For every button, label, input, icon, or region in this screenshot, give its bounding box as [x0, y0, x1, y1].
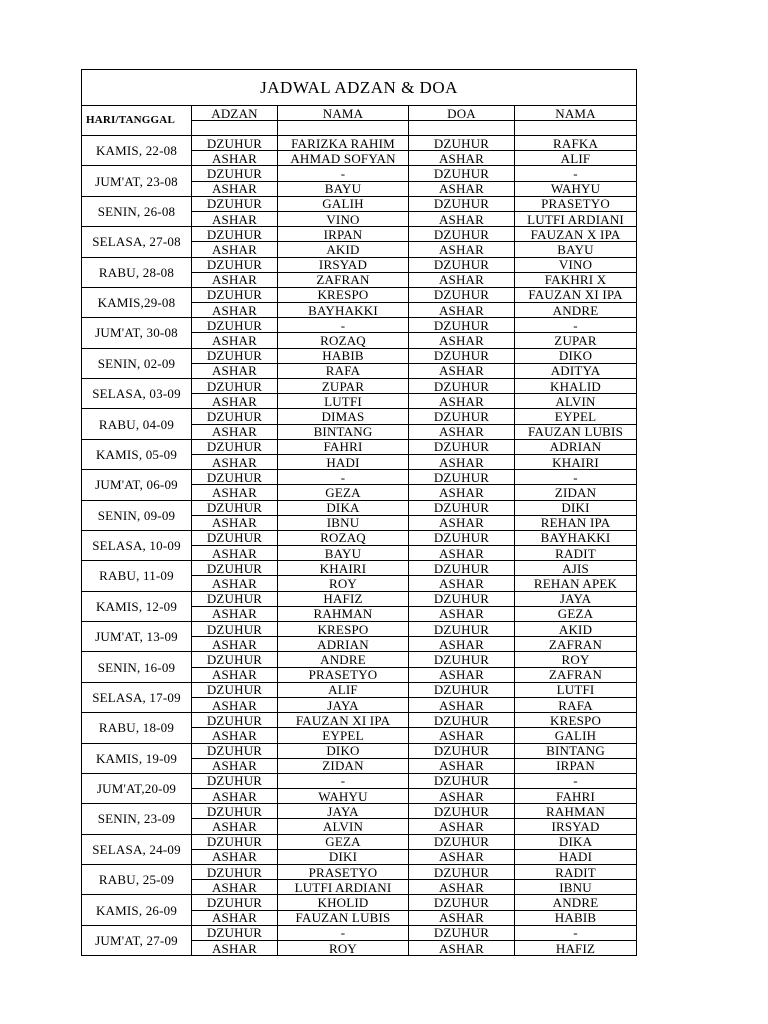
doa-time: ASHAR	[409, 637, 515, 652]
doa-name: FAUZAN LUBIS	[515, 424, 637, 439]
adzan-name: -	[278, 773, 409, 788]
day-date: JUM'AT, 27-09	[82, 925, 192, 955]
adzan-time: ASHAR	[192, 211, 278, 226]
doa-name: REHAN APEK	[515, 576, 637, 591]
adzan-name: PRASETYO	[278, 865, 409, 880]
adzan-time: ASHAR	[192, 424, 278, 439]
doa-time: DZUHUR	[409, 136, 515, 151]
adzan-time: ASHAR	[192, 606, 278, 621]
header-doa: DOA	[409, 106, 515, 121]
schedule-row	[82, 682, 637, 697]
doa-name: IRSYAD	[515, 819, 637, 834]
schedule-row	[82, 834, 637, 849]
doa-name: JAYA	[515, 591, 637, 606]
adzan-name: AKID	[278, 242, 409, 257]
day-date: JUM'AT, 30-08	[82, 318, 192, 348]
doa-name: DIKI	[515, 500, 637, 515]
adzan-name: IRSYAD	[278, 257, 409, 272]
doa-name: ZIDAN	[515, 485, 637, 500]
schedule-row	[82, 287, 637, 302]
adzan-time: DZUHUR	[192, 713, 278, 728]
adzan-name: IBNU	[278, 515, 409, 530]
day-date: KAMIS, 19-09	[82, 743, 192, 773]
adzan-name: ALIF	[278, 682, 409, 697]
schedule-row	[82, 804, 637, 819]
doa-time: DZUHUR	[409, 257, 515, 272]
header-hari-tanggal: HARI/TANGGAL	[82, 106, 192, 136]
day-date: SENIN, 23-09	[82, 804, 192, 834]
adzan-time: DZUHUR	[192, 470, 278, 485]
schedule-table	[81, 69, 637, 956]
adzan-name: JAYA	[278, 697, 409, 712]
adzan-name: BAYU	[278, 546, 409, 561]
doa-name: HAFIZ	[515, 940, 637, 955]
doa-time: DZUHUR	[409, 379, 515, 394]
adzan-name: FAUZAN XI IPA	[278, 713, 409, 728]
adzan-time: DZUHUR	[192, 348, 278, 363]
adzan-time: DZUHUR	[192, 652, 278, 667]
blank-cell	[192, 121, 278, 136]
doa-time: DZUHUR	[409, 166, 515, 181]
blank-cell	[409, 121, 515, 136]
adzan-time: DZUHUR	[192, 287, 278, 302]
doa-name: IRPAN	[515, 758, 637, 773]
adzan-name: AHMAD SOFYAN	[278, 151, 409, 166]
adzan-time: DZUHUR	[192, 530, 278, 545]
doa-time: DZUHUR	[409, 743, 515, 758]
adzan-name: PRASETYO	[278, 667, 409, 682]
adzan-name: KRESPO	[278, 622, 409, 637]
adzan-time: ASHAR	[192, 333, 278, 348]
day-date: SELASA, 03-09	[82, 379, 192, 409]
doa-name: FAUZAN XI IPA	[515, 287, 637, 302]
adzan-name: BINTANG	[278, 424, 409, 439]
doa-name: -	[515, 925, 637, 940]
adzan-time: ASHAR	[192, 940, 278, 955]
adzan-name: DIKO	[278, 743, 409, 758]
adzan-time: ASHAR	[192, 576, 278, 591]
doa-time: ASHAR	[409, 363, 515, 378]
adzan-name: KHAIRI	[278, 561, 409, 576]
day-date: SELASA, 24-09	[82, 834, 192, 864]
adzan-name: ROZAQ	[278, 530, 409, 545]
doa-time: ASHAR	[409, 151, 515, 166]
adzan-name: FARIZKA RAHIM	[278, 136, 409, 151]
doa-time: DZUHUR	[409, 500, 515, 515]
schedule-row	[82, 591, 637, 606]
adzan-time: DZUHUR	[192, 834, 278, 849]
adzan-name: ZUPAR	[278, 379, 409, 394]
doa-time: ASHAR	[409, 697, 515, 712]
doa-name: -	[515, 470, 637, 485]
doa-name: RAFKA	[515, 136, 637, 151]
schedule-row	[82, 773, 637, 788]
adzan-time: ASHAR	[192, 485, 278, 500]
adzan-time: ASHAR	[192, 181, 278, 196]
doa-time: ASHAR	[409, 272, 515, 287]
adzan-time: ASHAR	[192, 819, 278, 834]
schedule-row	[82, 530, 637, 545]
adzan-name: BAYU	[278, 181, 409, 196]
schedule-row	[82, 652, 637, 667]
doa-time: ASHAR	[409, 454, 515, 469]
day-date: RABU, 11-09	[82, 561, 192, 591]
doa-name: LUTFI	[515, 682, 637, 697]
doa-name: RAFA	[515, 697, 637, 712]
schedule-row	[82, 409, 637, 424]
doa-name: KHAIRI	[515, 454, 637, 469]
doa-time: DZUHUR	[409, 773, 515, 788]
adzan-time: ASHAR	[192, 515, 278, 530]
adzan-name: DIKI	[278, 849, 409, 864]
header-nama-adzan: NAMA	[278, 106, 409, 121]
adzan-name: BAYHAKKI	[278, 303, 409, 318]
adzan-name: KHOLID	[278, 895, 409, 910]
day-date: RABU, 28-08	[82, 257, 192, 287]
doa-time: ASHAR	[409, 424, 515, 439]
adzan-name: ROY	[278, 576, 409, 591]
doa-time: DZUHUR	[409, 227, 515, 242]
doa-time: ASHAR	[409, 242, 515, 257]
adzan-time: DZUHUR	[192, 743, 278, 758]
day-date: JUM'AT, 23-08	[82, 166, 192, 196]
doa-name: ANDRE	[515, 303, 637, 318]
adzan-name: ZIDAN	[278, 758, 409, 773]
doa-name: AJIS	[515, 561, 637, 576]
schedule-row	[82, 622, 637, 637]
doa-time: DZUHUR	[409, 591, 515, 606]
doa-name: BAYHAKKI	[515, 530, 637, 545]
doa-name: HADI	[515, 849, 637, 864]
adzan-name: VINO	[278, 211, 409, 226]
schedule-row	[82, 348, 637, 363]
doa-time: DZUHUR	[409, 439, 515, 454]
schedule-row	[82, 743, 637, 758]
doa-time: ASHAR	[409, 728, 515, 743]
adzan-name: DIKA	[278, 500, 409, 515]
page-title: JADWAL ADZAN & DOA	[82, 70, 637, 106]
doa-name: REHAN IPA	[515, 515, 637, 530]
doa-name: KRESPO	[515, 713, 637, 728]
doa-time: ASHAR	[409, 910, 515, 925]
day-date: RABU, 25-09	[82, 865, 192, 895]
day-date: SELASA, 10-09	[82, 530, 192, 560]
doa-name: RAHMAN	[515, 804, 637, 819]
doa-name: ALVIN	[515, 394, 637, 409]
adzan-time: DZUHUR	[192, 682, 278, 697]
adzan-name: FAUZAN LUBIS	[278, 910, 409, 925]
doa-name: ALIF	[515, 151, 637, 166]
adzan-time: ASHAR	[192, 546, 278, 561]
adzan-time: DZUHUR	[192, 773, 278, 788]
doa-name: FAHRI	[515, 789, 637, 804]
adzan-name: IRPAN	[278, 227, 409, 242]
doa-time: DZUHUR	[409, 865, 515, 880]
doa-time: DZUHUR	[409, 318, 515, 333]
adzan-time: ASHAR	[192, 880, 278, 895]
day-date: RABU, 04-09	[82, 409, 192, 439]
schedule-row	[82, 925, 637, 940]
adzan-name: -	[278, 470, 409, 485]
schedule-row	[82, 196, 637, 211]
adzan-time: DZUHUR	[192, 166, 278, 181]
doa-time: ASHAR	[409, 758, 515, 773]
day-date: SENIN, 09-09	[82, 500, 192, 530]
doa-name: ZUPAR	[515, 333, 637, 348]
doa-name: GALIH	[515, 728, 637, 743]
doa-time: ASHAR	[409, 211, 515, 226]
doa-name: RADIT	[515, 546, 637, 561]
adzan-name: GALIH	[278, 196, 409, 211]
blank-cell	[515, 121, 637, 136]
adzan-name: ANDRE	[278, 652, 409, 667]
adzan-name: ROY	[278, 940, 409, 955]
adzan-time: ASHAR	[192, 758, 278, 773]
adzan-time: ASHAR	[192, 789, 278, 804]
doa-name: LUTFI ARDIANI	[515, 211, 637, 226]
adzan-name: DIMAS	[278, 409, 409, 424]
doa-name: -	[515, 166, 637, 181]
day-date: RABU, 18-09	[82, 713, 192, 743]
doa-time: DZUHUR	[409, 652, 515, 667]
doa-name: HABIB	[515, 910, 637, 925]
doa-time: ASHAR	[409, 576, 515, 591]
schedule-row	[82, 257, 637, 272]
day-date: JUM'AT, 06-09	[82, 470, 192, 500]
adzan-name: EYPEL	[278, 728, 409, 743]
adzan-time: ASHAR	[192, 697, 278, 712]
adzan-time: DZUHUR	[192, 227, 278, 242]
doa-time: ASHAR	[409, 880, 515, 895]
adzan-name: -	[278, 318, 409, 333]
doa-name: BINTANG	[515, 743, 637, 758]
adzan-time: DZUHUR	[192, 196, 278, 211]
adzan-time: ASHAR	[192, 454, 278, 469]
adzan-time: DZUHUR	[192, 804, 278, 819]
adzan-time: ASHAR	[192, 151, 278, 166]
doa-time: DZUHUR	[409, 895, 515, 910]
adzan-time: DZUHUR	[192, 561, 278, 576]
doa-name: IBNU	[515, 880, 637, 895]
schedule-row	[82, 318, 637, 333]
adzan-time: ASHAR	[192, 849, 278, 864]
doa-time: ASHAR	[409, 303, 515, 318]
adzan-time: ASHAR	[192, 242, 278, 257]
adzan-name: RAFA	[278, 363, 409, 378]
doa-time: DZUHUR	[409, 348, 515, 363]
doa-time: ASHAR	[409, 546, 515, 561]
adzan-name: -	[278, 925, 409, 940]
adzan-name: WAHYU	[278, 789, 409, 804]
doa-name: PRASETYO	[515, 196, 637, 211]
doa-name: ZAFRAN	[515, 637, 637, 652]
adzan-name: LUTFI ARDIANI	[278, 880, 409, 895]
adzan-name: HABIB	[278, 348, 409, 363]
schedule-row	[82, 166, 637, 181]
header-adzan: ADZAN	[192, 106, 278, 121]
adzan-time: ASHAR	[192, 637, 278, 652]
doa-time: ASHAR	[409, 940, 515, 955]
doa-time: ASHAR	[409, 515, 515, 530]
adzan-time: ASHAR	[192, 303, 278, 318]
adzan-time: DZUHUR	[192, 865, 278, 880]
schedule-row	[82, 865, 637, 880]
doa-time: ASHAR	[409, 667, 515, 682]
day-date: SENIN, 16-09	[82, 652, 192, 682]
day-date: KAMIS, 05-09	[82, 439, 192, 469]
day-date: KAMIS,29-08	[82, 287, 192, 317]
doa-name: GEZA	[515, 606, 637, 621]
doa-name: FAKHRI X	[515, 272, 637, 287]
adzan-time: DZUHUR	[192, 500, 278, 515]
doa-time: DZUHUR	[409, 196, 515, 211]
doa-time: ASHAR	[409, 394, 515, 409]
doa-name: WAHYU	[515, 181, 637, 196]
doa-time: DZUHUR	[409, 622, 515, 637]
schedule-row	[82, 136, 637, 151]
doa-time: DZUHUR	[409, 530, 515, 545]
doa-name: ADRIAN	[515, 439, 637, 454]
doa-time: DZUHUR	[409, 834, 515, 849]
doa-name: FAUZAN X IPA	[515, 227, 637, 242]
adzan-name: KRESPO	[278, 287, 409, 302]
doa-time: ASHAR	[409, 789, 515, 804]
adzan-time: DZUHUR	[192, 318, 278, 333]
schedule-row	[82, 561, 637, 576]
doa-name: ADITYA	[515, 363, 637, 378]
schedule-row	[82, 470, 637, 485]
day-date: KAMIS, 12-09	[82, 591, 192, 621]
adzan-time: DZUHUR	[192, 379, 278, 394]
doa-time: ASHAR	[409, 485, 515, 500]
doa-time: ASHAR	[409, 333, 515, 348]
doa-time: DZUHUR	[409, 470, 515, 485]
doa-time: DZUHUR	[409, 409, 515, 424]
doa-name: ROY	[515, 652, 637, 667]
doa-time: ASHAR	[409, 181, 515, 196]
doa-name: KHALID	[515, 379, 637, 394]
adzan-name: ALVIN	[278, 819, 409, 834]
adzan-time: ASHAR	[192, 728, 278, 743]
day-date: SENIN, 26-08	[82, 196, 192, 226]
adzan-name: ADRIAN	[278, 637, 409, 652]
doa-time: DZUHUR	[409, 713, 515, 728]
schedule-row	[82, 379, 637, 394]
doa-time: DZUHUR	[409, 925, 515, 940]
doa-name: -	[515, 318, 637, 333]
adzan-time: DZUHUR	[192, 591, 278, 606]
doa-name: DIKA	[515, 834, 637, 849]
doa-time: ASHAR	[409, 849, 515, 864]
adzan-time: DZUHUR	[192, 622, 278, 637]
adzan-time: ASHAR	[192, 667, 278, 682]
adzan-time: ASHAR	[192, 910, 278, 925]
blank-cell	[278, 121, 409, 136]
adzan-name: GEZA	[278, 485, 409, 500]
day-date: KAMIS, 26-09	[82, 895, 192, 925]
adzan-time: DZUHUR	[192, 409, 278, 424]
schedule-row	[82, 227, 637, 242]
adzan-time: ASHAR	[192, 363, 278, 378]
adzan-name: ZAFRAN	[278, 272, 409, 287]
doa-name: -	[515, 773, 637, 788]
doa-time: ASHAR	[409, 606, 515, 621]
doa-name: RADIT	[515, 865, 637, 880]
day-date: KAMIS, 22-08	[82, 136, 192, 166]
doa-name: EYPEL	[515, 409, 637, 424]
schedule-row	[82, 895, 637, 910]
adzan-time: DZUHUR	[192, 439, 278, 454]
schedule-row	[82, 713, 637, 728]
day-date: JUM'AT,20-09	[82, 773, 192, 803]
adzan-name: HAFIZ	[278, 591, 409, 606]
doa-name: ANDRE	[515, 895, 637, 910]
doa-name: AKID	[515, 622, 637, 637]
day-date: SENIN, 02-09	[82, 348, 192, 378]
day-date: SELASA, 17-09	[82, 682, 192, 712]
adzan-time: ASHAR	[192, 272, 278, 287]
doa-name: ZAFRAN	[515, 667, 637, 682]
adzan-time: DZUHUR	[192, 925, 278, 940]
adzan-time: DZUHUR	[192, 136, 278, 151]
adzan-name: -	[278, 166, 409, 181]
doa-time: DZUHUR	[409, 287, 515, 302]
adzan-name: RAHMAN	[278, 606, 409, 621]
doa-name: VINO	[515, 257, 637, 272]
schedule-row	[82, 500, 637, 515]
day-date: JUM'AT, 13-09	[82, 622, 192, 652]
doa-time: DZUHUR	[409, 804, 515, 819]
adzan-time: ASHAR	[192, 394, 278, 409]
doa-time: DZUHUR	[409, 561, 515, 576]
adzan-name: JAYA	[278, 804, 409, 819]
adzan-name: FAHRI	[278, 439, 409, 454]
header-nama-doa: NAMA	[515, 106, 637, 121]
doa-name: DIKO	[515, 348, 637, 363]
adzan-name: HADI	[278, 454, 409, 469]
schedule-row	[82, 439, 637, 454]
doa-time: ASHAR	[409, 819, 515, 834]
adzan-time: DZUHUR	[192, 895, 278, 910]
adzan-time: DZUHUR	[192, 257, 278, 272]
day-date: SELASA, 27-08	[82, 227, 192, 257]
doa-name: BAYU	[515, 242, 637, 257]
adzan-name: ROZAQ	[278, 333, 409, 348]
doa-time: DZUHUR	[409, 682, 515, 697]
adzan-name: GEZA	[278, 834, 409, 849]
adzan-name: LUTFI	[278, 394, 409, 409]
